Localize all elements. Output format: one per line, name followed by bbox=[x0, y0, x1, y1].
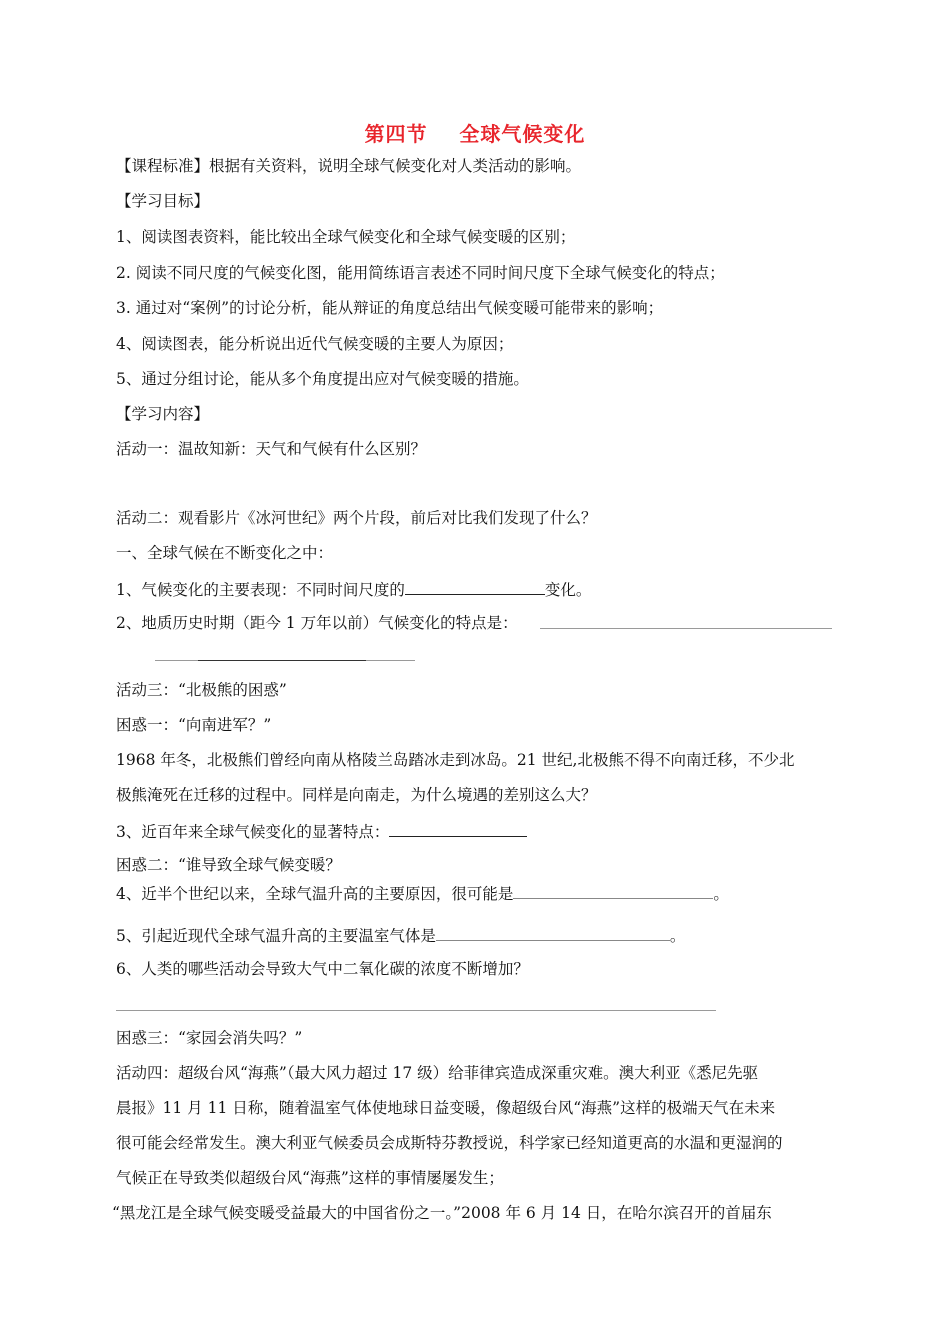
question-4 bbox=[116, 882, 729, 904]
goal-item: 1、阅读图表资料，能比较出全球气候变化和全球气候变暖的区别； bbox=[116, 228, 576, 246]
answer-blank-2b-underline bbox=[198, 660, 366, 661]
question-5 bbox=[116, 924, 685, 946]
goals-heading: 【学习目标】 bbox=[116, 192, 210, 210]
question-1-prefix: 1、气候变化的主要表现：不同时间尺度的 bbox=[116, 581, 405, 599]
goal-item: 5、通过分组讨论，能从多个角度提出应对气候变暖的措施。 bbox=[116, 370, 529, 388]
answer-blank-5[interactable] bbox=[436, 924, 670, 941]
answer-blank-2[interactable] bbox=[540, 628, 832, 629]
heilongjiang-text: “黑龙江是全球气候变暖受益最大的中国省份之一。”2008 年 6 月 14 日，在哈尔滨召开的首届东 bbox=[112, 1204, 772, 1222]
question-2: 2、地质历史时期（距今 1 万年以前）气候变化的特点是： bbox=[116, 614, 518, 632]
activity-four-text: 晨报》11 月 11 日称，随着温室气体使地球日益变暖，像超级台风“海燕”这样的极端天气在未来 bbox=[116, 1099, 776, 1117]
question-1 bbox=[116, 578, 591, 600]
activity-four-text: 很可能会经常发生。澳大利亚气候委员会成斯特芬教授说，科学家已经知道更高的水温和更湿润的 bbox=[116, 1134, 783, 1152]
goal-item: 2. 阅读不同尺度的气候变化图，能用简练语言表述不同时间尺度下全球气候变化的特点； bbox=[116, 264, 725, 282]
activity-four-text: 活动四：超级台风“海燕”（最大风力超过 17 级）给菲律宾造成深重灾难。澳大利亚《悉尼先驱 bbox=[116, 1064, 759, 1082]
puzzle-one-text: 1968 年冬，北极熊们曾经向南从格陵兰岛踏冰走到冰岛。21 世纪,北极熊不得不向南迁移，不少北 bbox=[116, 751, 795, 769]
puzzle-one-text: 极熊淹死在迁移的过程中。同样是向南走，为什么境遇的差别这么大？ bbox=[116, 786, 597, 804]
goal-item: 3. 通过对“案例”的讨论分析，能从辩证的角度总结出气候变暖可能带来的影响； bbox=[116, 299, 664, 317]
answer-blank-3[interactable] bbox=[389, 820, 527, 837]
activity-one: 活动一：温故知新：天气和气候有什么区别？ bbox=[116, 440, 427, 458]
question-1-suffix: 变化。 bbox=[544, 581, 592, 599]
answer-blank-1[interactable] bbox=[405, 578, 545, 595]
page-title: 第四节 全球气候变化 bbox=[364, 122, 586, 146]
puzzle-one: 困惑一：“向南进军？” bbox=[116, 716, 272, 734]
question-5-suffix: 。 bbox=[669, 927, 686, 945]
puzzle-three: 困惑三：“家园会消失吗？” bbox=[116, 1029, 303, 1047]
section-one-heading: 一、全球气候在不断变化之中： bbox=[116, 544, 334, 562]
goal-item: 4、阅读图表，能分析说出近代气候变暖的主要人为原因； bbox=[116, 335, 514, 353]
question-5-prefix: 5、引起近现代全球气温升高的主要温室气体是 bbox=[116, 927, 436, 945]
activity-two: 活动二：观看影片《冰河世纪》两个片段，前后对比我们发现了什么？ bbox=[116, 509, 597, 527]
puzzle-two: 困惑二：“谁导致全球气候变暖？ bbox=[116, 856, 341, 874]
question-6: 6、人类的哪些活动会导致大气中二氧化碳的浓度不断增加？ bbox=[116, 960, 529, 978]
question-4-prefix: 4、近半个世纪以来，全球气温升高的主要原因，很可能是 bbox=[116, 885, 514, 903]
question-3 bbox=[116, 820, 527, 842]
question-4-suffix: 。 bbox=[713, 885, 729, 903]
activity-four-text: 气候正在导致类似超级台风“海燕”这样的事情屡屡发生； bbox=[116, 1169, 504, 1187]
course-standard: 【课程标准】根据有关资料，说明全球气候变化对人类活动的影响。 bbox=[116, 157, 582, 175]
content-heading: 【学习内容】 bbox=[116, 405, 210, 423]
answer-blank-6[interactable] bbox=[116, 1010, 716, 1011]
answer-blank-4[interactable] bbox=[513, 882, 713, 899]
question-3-text: 3、近百年来全球气候变化的显著特点： bbox=[116, 823, 390, 841]
activity-three: 活动三：“北极熊的困惑” bbox=[116, 681, 287, 699]
